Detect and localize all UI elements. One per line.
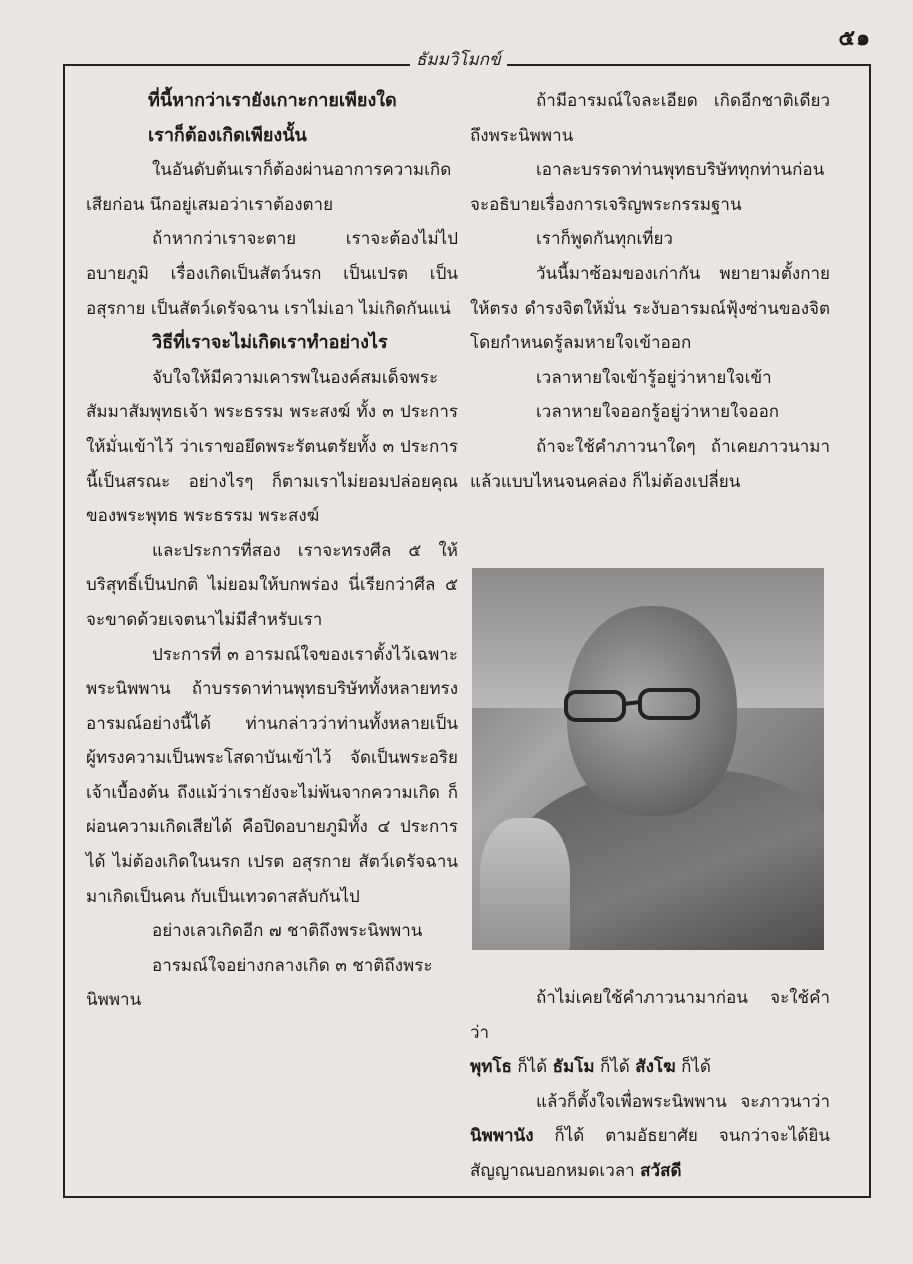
paragraph: วันนี้มาซ้อมของเก่ากัน พยายามตั้งกายให้ตรง ดำรงจิตให้มั่น ระงับอารมณ์ฟุ้งซ่านของจิต โดยกำหนดรู้ลมหายใจเข้าออก	[470, 263, 830, 354]
keyword-nibbanam: นิพพานัง	[470, 1126, 534, 1147]
paragraph: อารมณ์ใจอย่างกลางเกิด ๓ ชาติถึงพระ	[152, 955, 433, 976]
section-heading: วิธีที่เราจะไม่เกิดเราทำอย่างไร	[152, 332, 388, 354]
heading-line: ที่นี้หากว่าเรายังเกาะกายเพียงใด	[148, 90, 397, 111]
glasses-icon	[560, 686, 710, 726]
keyword-sawasdee: สวัสดี	[640, 1160, 682, 1181]
paragraph: ถ้าไม่เคยใช้คำภาวนามาก่อน จะใช้คำว่า	[470, 988, 830, 1043]
text: ก็ได้	[594, 1057, 636, 1078]
paragraph: ประการที่ ๓ อารมณ์ใจของเราตั้งไว้เฉพาะพระนิพพาน ถ้าบรรดาท่านพุทธบริษัททั้งหลายทรงอารมณ์อย่างนี้ได้ ท่านกล่าวว่าท่านทั้งหลายเป็นผู้ทรงความเป็นพระโสดาบันเข้าไว้ จัดเป็นพระอริยเจ้าเบื้องต้น ถึงแม้ว่าเรายังจะไม่พ้นจากความเกิด ก็ผ่อนความเกิดเสียได้ คือปิดอบายภูมิทั้ง ๔ ประการได้ ไม่ต้องเกิดในนรก เปรต อสุรกาย สัตว์เดรัจฉาน มาเกิดเป็นคน กับเป็นเทวดาสลับกันไป	[86, 644, 458, 907]
monk-photo	[472, 568, 824, 950]
left-column	[86, 84, 458, 1018]
paragraph	[470, 1085, 830, 1189]
right-column-bottom	[470, 955, 830, 1189]
text: ก็ได้	[675, 1057, 711, 1078]
paragraph: ถ้ามีอารมณ์ใจละเอียด เกิดอีกชาติเดียวถึงพระนิพพาน	[470, 91, 830, 146]
paragraph: และประการที่สอง เราจะทรงศีล ๕ ให้บริสุทธิ์เป็นปกติ ไม่ยอมให้บกพร่อง นี่เรียกว่าศีล ๕ จะขาดด้วยเจตนาไม่มีสำหรับเรา	[86, 540, 458, 630]
paragraph: ถ้าหากว่าเราจะตาย เราจะต้องไม่ไปอบายภูมิ เรื่องเกิดเป็นสัตว์นรก เป็นเปรต เป็นอสุรกาย เป็นสัตว์เดรัจฉาน เราไม่เอา ไม่เกิดกันแน่	[86, 229, 458, 319]
text: ก็ได้	[511, 1057, 553, 1078]
paragraph: จับใจให้มีความเคารพในองค์สมเด็จพระสัมมาสัมพุทธเจ้า พระธรรม พระสงฆ์ ทั้ง ๓ ประการให้มั่นเข้าไว้ ว่าเราขอยึดพระรัตนตรัยทั้ง ๓ ประการนี้เป็นสรณะ อย่างไรๆ ก็ตามเราไม่ยอมปล่อยคุณของพระพุทธ พระธรรม พระสงฆ์	[86, 367, 458, 527]
paragraph	[470, 1050, 830, 1085]
paragraph: เวลาหายใจเข้ารู้อยู่ว่าหายใจเข้า	[536, 367, 772, 388]
paragraph: เอาละบรรดาท่านพุทธบริษัททุกท่านก่อนจะอธิบายเรื่องการเจริญพระกรรมฐาน	[470, 160, 825, 215]
paragraph: เวลาหายใจออกรู้อยู่ว่าหายใจออก	[536, 402, 780, 423]
text: ก็ได้ ตามอัธยาศัย จนกว่าจะได้ยินสัญญาณบอกหมดเวลา	[470, 1126, 830, 1181]
paragraph: ถ้าจะใช้คำภาวนาใดๆ ถ้าเคยภาวนามาแล้วแบบไหนจนคล่อง ก็ไม่ต้องเปลี่ยน	[470, 436, 830, 492]
paragraph: อย่างเลวเกิดอีก ๗ ชาติถึงพระนิพพาน	[152, 921, 423, 942]
page-number: ๕๑	[838, 25, 871, 51]
paragraph: นิพพาน	[86, 990, 142, 1011]
keyword-dhammo: ธัมโม	[552, 1057, 595, 1078]
keyword-sangho: สังโฆ	[635, 1057, 676, 1078]
paragraph: ในอันดับต้นเราก็ต้องผ่านอาการความเกิดเสียก่อน นึกอยู่เสมอว่าเราต้องตาย	[86, 160, 452, 215]
running-title: ธัมมวิโมกข์	[410, 46, 507, 73]
paragraph: เราก็พูดกันทุกเที่ยว	[536, 229, 673, 250]
text: แล้วก็ตั้งใจเพื่อพระนิพพาน จะภาวนาว่า	[536, 1091, 830, 1112]
right-column	[470, 84, 830, 499]
keyword-buddho: พุทโธ	[470, 1057, 512, 1078]
heading-line: เราก็ต้องเกิดเพียงนั้น	[148, 124, 307, 146]
